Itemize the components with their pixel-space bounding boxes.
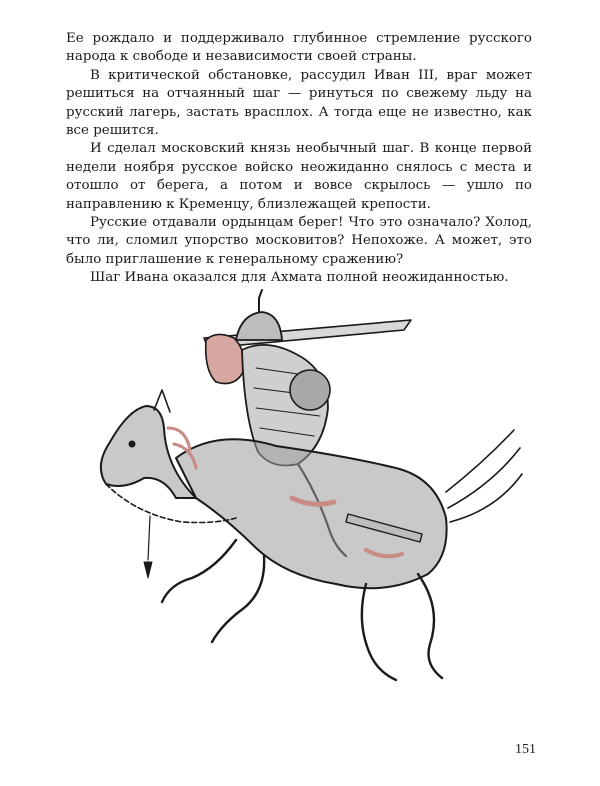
horse-tail bbox=[446, 430, 522, 522]
paragraph-3: И сделал московский князь необычный шаг. В конце первой недели ноября русское войско неожиданно снялось с места и отошло от берега, а потом и вовсе скрылось — ушло по направлению к Кременцу, близлежащей крепости. bbox=[66, 141, 532, 212]
horse-head bbox=[101, 406, 196, 498]
helmet bbox=[236, 312, 282, 340]
paragraph-4: Русские отдавали ордынцам берег! Что это означало? Холод, что ли, сломил упорство московитов? Непохоже. А может, это было приглашение к генеральному сражению? bbox=[66, 215, 532, 267]
horse-back-legs bbox=[362, 574, 442, 680]
horseman-illustration bbox=[66, 278, 536, 698]
horse-front-legs bbox=[162, 540, 264, 642]
body-text bbox=[66, 30, 532, 288]
paragraph-1: Ее рождало и поддерживало глубинное стремление русского народа к свободе и независимости своей страны. bbox=[66, 31, 532, 65]
paragraph-5: Шаг Ивана оказался для Ахмата полной неожиданностью. bbox=[90, 270, 509, 286]
paragraph-2: В критической обстановке, рассудил Иван III, враг может решиться на отчаянный шаг — ринуться по свежему льду на русский лагерь, застать врасплох. А тогда еще не известно, как все решится. bbox=[66, 67, 532, 139]
horse-body bbox=[176, 439, 447, 588]
page-number: 151 bbox=[515, 742, 536, 757]
